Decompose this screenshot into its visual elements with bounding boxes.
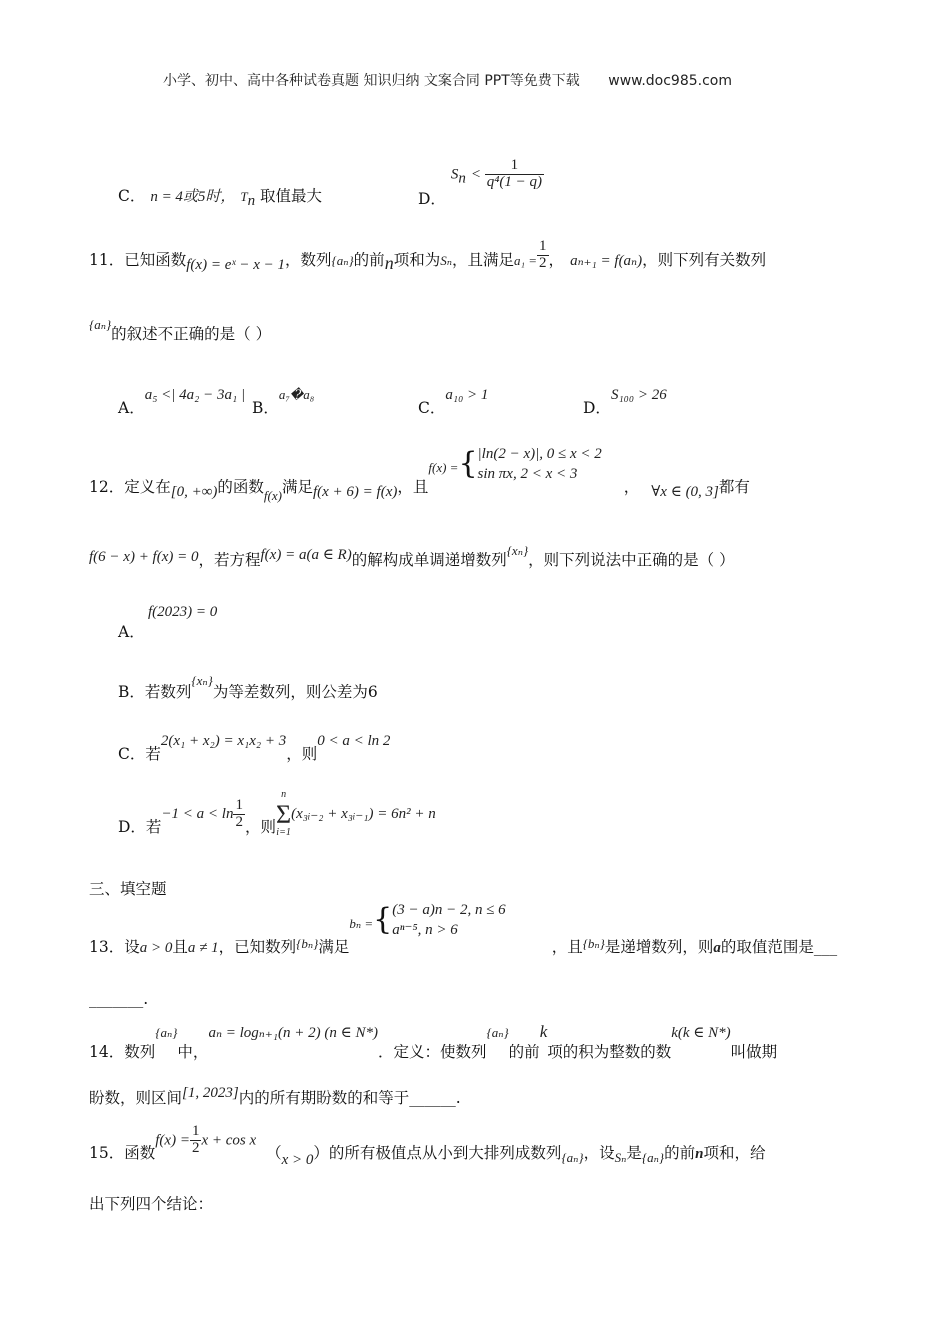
q13-t7: 的取值范围是___ bbox=[720, 938, 838, 957]
q14-stem-line2 bbox=[89, 1086, 461, 1108]
q11-t4: 项和为 bbox=[393, 251, 441, 269]
q11-b-expr: a₇�a₈ bbox=[278, 387, 315, 402]
q14-t1: 数列 bbox=[124, 1043, 156, 1061]
q12-t2: 的函数 bbox=[217, 478, 264, 497]
q12-t6: 都有 bbox=[718, 478, 750, 497]
q10-d-num: 1 bbox=[510, 157, 519, 173]
q11-t2: ，数列 bbox=[284, 251, 332, 269]
q10-c-tn: T bbox=[240, 189, 248, 204]
q13-t2: 且 bbox=[172, 938, 188, 957]
q15-half-num: 1 bbox=[191, 1123, 200, 1139]
q15-n: n bbox=[695, 1146, 704, 1163]
q12-t5: ， bbox=[623, 478, 640, 497]
q12-a-expr-text: f(2023) = 0 bbox=[148, 604, 218, 620]
q10-d-label: D． bbox=[418, 190, 446, 209]
q12-option-b bbox=[118, 668, 378, 701]
q11-option-d bbox=[583, 382, 667, 417]
q14-def: aₙ = logₙ₊₁(n + 2) (n ∈ N*) bbox=[208, 1025, 378, 1041]
q12-per: f(x + 6) = f(x) bbox=[312, 484, 398, 501]
q15-sn: Sₙ bbox=[614, 1150, 627, 1166]
q14-an2: {aₙ} bbox=[486, 1025, 509, 1040]
q11-fx: f(x) = eˣ − x − 1 bbox=[186, 257, 285, 273]
q10-option-c bbox=[118, 184, 322, 210]
q13-c2: a ≠ 1 bbox=[187, 940, 219, 957]
q12-eq: f(x) = a(a ∈ R) bbox=[260, 547, 352, 563]
q13-cases bbox=[392, 900, 505, 941]
q11-half bbox=[537, 239, 549, 272]
section-title: 三、填空题 bbox=[89, 880, 167, 898]
q13-brace: { bbox=[373, 902, 393, 938]
q10-d-sub: n bbox=[458, 170, 466, 187]
q12-c-mid: ，则 bbox=[286, 745, 318, 763]
q12-d-expr1: −1 < a < ln bbox=[161, 806, 234, 823]
q12-d-label: D．若 bbox=[118, 818, 162, 837]
q14-t4: 的前 bbox=[508, 1043, 540, 1061]
q12-case2: sin πx, 2 < x < 3 bbox=[477, 466, 578, 483]
q13-line2: _______. bbox=[89, 990, 149, 1008]
q11-a1: a₁ = bbox=[514, 253, 538, 268]
q10-d-s: S bbox=[450, 166, 459, 183]
q13-bdef: bₙ = bbox=[349, 916, 374, 932]
q13-t6: 是递增数列，则 bbox=[604, 938, 714, 957]
q11-n: n bbox=[384, 253, 394, 273]
q11-rec: aₙ₊₁ = f(aₙ) bbox=[570, 253, 643, 269]
q12-c-res: 0 < a < ln 2 bbox=[317, 733, 391, 749]
q12-t7: ，若方程 bbox=[198, 551, 261, 569]
q15-t3: ）的所有极值点从小到大排列成数列 bbox=[313, 1144, 562, 1163]
q12-case1: |ln(2 − x)|, 0 ≤ x < 2 bbox=[477, 446, 602, 462]
q11-stem-line1 bbox=[89, 237, 767, 273]
q12-d-expr2: (x₃ᵢ₋₂ + x₃ᵢ₋₁) = 6n² + n bbox=[291, 806, 436, 823]
q12-fdef: f(x) = bbox=[428, 460, 459, 476]
q13-t5: ，且 bbox=[551, 938, 583, 957]
q11-half-num: 1 bbox=[539, 237, 547, 254]
q10-c-text: n = 4或5时， bbox=[150, 189, 236, 205]
q12-number: 12． bbox=[89, 478, 125, 497]
q12-b-xn: {xₙ} bbox=[191, 673, 213, 688]
q11-option-c bbox=[418, 382, 489, 417]
q12-cases bbox=[478, 444, 602, 485]
q12-a-expr bbox=[148, 602, 217, 621]
q12-t4: ，且 bbox=[397, 478, 429, 497]
q14-line2a: 盼数，则区间 bbox=[89, 1089, 183, 1107]
q12-d-sigma: Σ bbox=[276, 799, 292, 829]
q11-c-expr: a₁₀ > 1 bbox=[445, 387, 489, 403]
header-text: 小学、初中、高中各种试卷真题 知识归纳 文案合同 PPT等免费下载 bbox=[163, 73, 580, 89]
q15-t1: 函数 bbox=[124, 1144, 156, 1163]
q14-t2: 中， bbox=[177, 1043, 209, 1061]
q12-t1: 定义在 bbox=[124, 478, 171, 497]
q12-d-top: n bbox=[281, 789, 287, 800]
q12-fx: f(x) bbox=[263, 488, 282, 504]
q15-half bbox=[190, 1124, 202, 1157]
q11-d-label: D． bbox=[583, 399, 611, 417]
q12-t3: 满足 bbox=[281, 478, 313, 497]
q11-option-b bbox=[252, 382, 315, 417]
q14-interval: [1, 2023] bbox=[182, 1085, 239, 1101]
q10-d-lt: < bbox=[470, 166, 485, 183]
q13-t1: 设 bbox=[124, 938, 140, 957]
page-header bbox=[163, 70, 732, 90]
q11-sn: Sₙ bbox=[440, 253, 452, 268]
q12-d-frac-num: 1 bbox=[235, 796, 243, 813]
q10-option-d bbox=[418, 157, 544, 209]
q10-c-label: C． bbox=[118, 187, 146, 205]
q10-c-sub: n bbox=[247, 193, 256, 210]
q12-brace: { bbox=[458, 446, 478, 482]
q14-t3: ．定义：使数列 bbox=[377, 1043, 487, 1061]
q11-t1: 已知函数 bbox=[124, 251, 187, 269]
q11-t7: ，则下列有关数列 bbox=[642, 251, 767, 269]
q13-bn2: {bₙ} bbox=[582, 936, 605, 952]
q14-stem-line1 bbox=[89, 1020, 778, 1061]
q11-t5: ，且满足 bbox=[451, 251, 514, 269]
q15-an2: {aₙ} bbox=[641, 1150, 665, 1166]
q15-fx2: x + cos x bbox=[201, 1132, 257, 1149]
q12-d-frac-den: 2 bbox=[235, 813, 243, 830]
q12-d-sum bbox=[276, 790, 291, 838]
q11-c-label: C． bbox=[418, 399, 446, 417]
q15-line2: 出下列四个结论： bbox=[89, 1195, 214, 1213]
q12-b-label: B．若数列 bbox=[118, 683, 192, 701]
q12-d-mid: ，则 bbox=[244, 818, 276, 837]
q11-t6: ， bbox=[548, 251, 565, 269]
q13-t4: 满足 bbox=[318, 938, 350, 957]
q10-c-post: 取值最大 bbox=[260, 187, 323, 205]
q11-number: 11． bbox=[89, 251, 125, 269]
q15-fx: f(x) = bbox=[155, 1132, 190, 1149]
q12-stem-line1 bbox=[89, 444, 750, 504]
q11-a-label: A． bbox=[118, 399, 145, 417]
q14-number: 14． bbox=[89, 1043, 125, 1061]
q12-d-bot: i=1 bbox=[276, 826, 291, 838]
q15-t4: ，设 bbox=[583, 1144, 615, 1163]
q13-stem-line1 bbox=[89, 900, 838, 957]
q12-d-frac bbox=[233, 798, 245, 831]
q13-t3: ，已知数列 bbox=[218, 938, 297, 957]
q10-d-fraction bbox=[485, 158, 544, 191]
q11-option-a bbox=[118, 382, 246, 417]
q12-forall: ∀x ∈ (0, 3] bbox=[651, 484, 719, 501]
q11-t3: 的前 bbox=[353, 251, 385, 269]
q15-t2: （ bbox=[266, 1144, 282, 1163]
q12-sym: f(6 − x) + f(x) = 0 bbox=[89, 549, 199, 565]
q13-case1: (3 − a)n − 2, n ≤ 6 bbox=[392, 902, 506, 918]
q12-a-label: A． bbox=[118, 623, 145, 641]
q11-t8: 的叙述不正确的是（ ） bbox=[111, 325, 272, 343]
q12-t9: ，则下列说法中正确的是（ ） bbox=[528, 551, 735, 569]
q12-dom: [0, +∞) bbox=[170, 484, 218, 501]
q12-c-expr: 2(x₁ + x₂) = x₁x₂ + 3 bbox=[160, 733, 287, 749]
q11-an: {aₙ} bbox=[331, 253, 354, 268]
q15-an: {aₙ} bbox=[561, 1150, 584, 1166]
q14-t5: 项的积为整数的数 bbox=[547, 1043, 672, 1061]
q11-d-expr: S₁₀₀ > 26 bbox=[610, 387, 667, 403]
q15-stem-line1 bbox=[89, 1123, 766, 1169]
q12-option-d bbox=[118, 790, 436, 838]
q13-c1: a > 0 bbox=[139, 940, 173, 957]
q11-a-expr: a₅ <| 4a₂ − 3a₁ | bbox=[144, 387, 246, 403]
q15-number: 15． bbox=[89, 1144, 125, 1163]
q13-case2: aⁿ⁻⁵, n > 6 bbox=[392, 922, 458, 939]
q14-kdef: k(k ∈ N*) bbox=[671, 1025, 731, 1041]
q13-bn: {bₙ} bbox=[296, 936, 319, 952]
q14-k: k bbox=[539, 1022, 548, 1041]
q11-half-den: 2 bbox=[539, 254, 547, 271]
q12-option-c bbox=[118, 728, 391, 763]
q12-b-text: 为等差数列，则公差为6 bbox=[212, 683, 378, 701]
header-url: www.doc985.com bbox=[608, 73, 732, 89]
q15-half-den: 2 bbox=[191, 1139, 200, 1156]
q12-c-label: C．若 bbox=[118, 745, 161, 763]
q14-t6: 叫做期 bbox=[730, 1043, 778, 1061]
q12-t8: 的解构成单调递增数列 bbox=[351, 551, 507, 569]
q14-an: {aₙ} bbox=[155, 1025, 178, 1040]
q12-xn: {xₙ} bbox=[506, 543, 529, 558]
q13-number: 13． bbox=[89, 938, 125, 957]
q10-d-den: q⁴(1 − q) bbox=[486, 173, 543, 190]
q15-t7: 项和，给 bbox=[703, 1144, 766, 1163]
q12-stem-line2 bbox=[89, 543, 735, 570]
q15-t5: 是 bbox=[626, 1144, 642, 1163]
q15-cond: x > 0 bbox=[281, 1152, 314, 1169]
q11-b-label: B． bbox=[252, 399, 279, 417]
q11-stem-line2 bbox=[89, 317, 272, 344]
q14-line2b: 内的所有期盼数的和等于______. bbox=[238, 1089, 461, 1107]
q13-a: a bbox=[713, 940, 721, 957]
q11-an2: {aₙ} bbox=[89, 317, 112, 332]
q15-t6: 的前 bbox=[664, 1144, 696, 1163]
